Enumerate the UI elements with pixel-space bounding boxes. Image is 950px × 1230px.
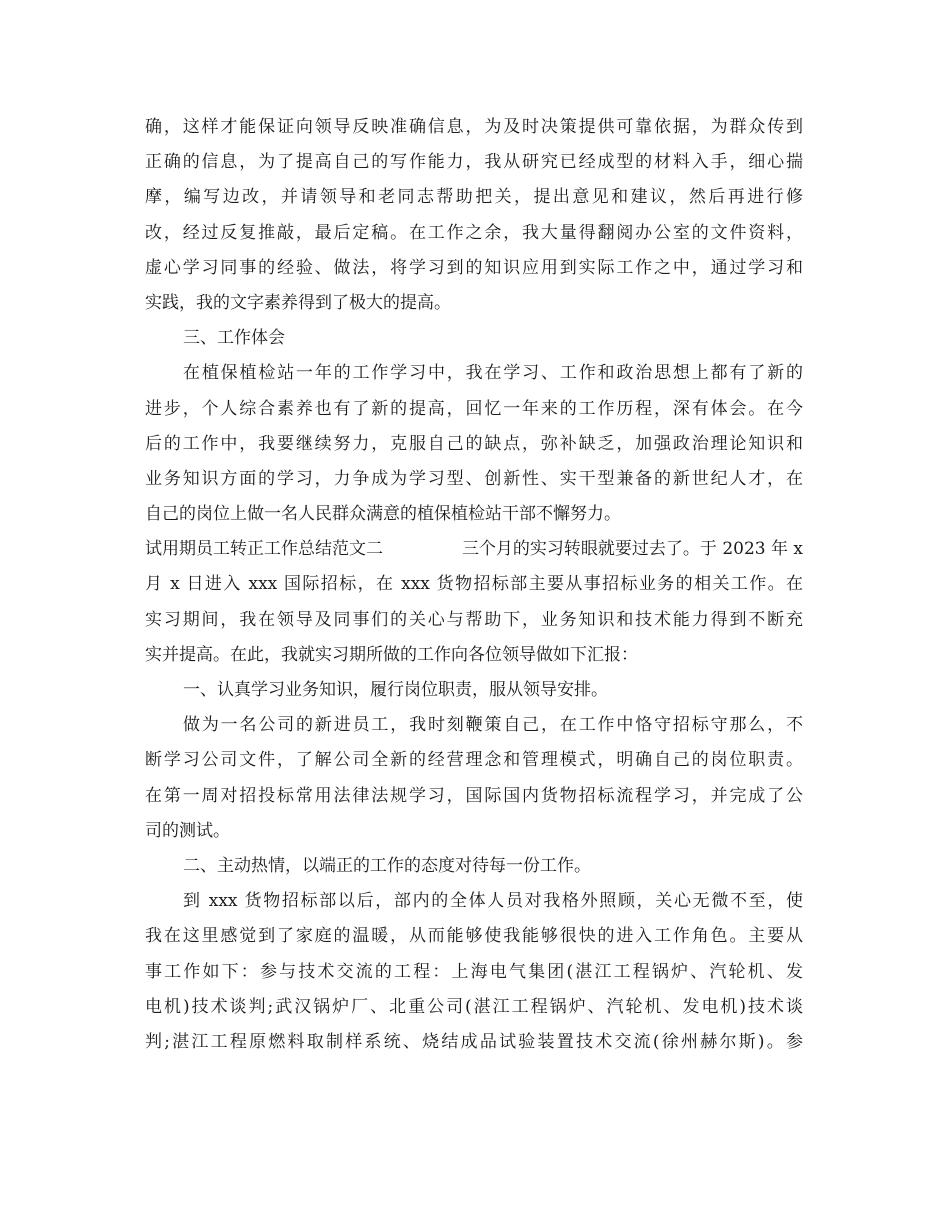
paragraph-line: 月 x 日进入 xxx 国际招标，在 xxx 货物招标部主要从事招标业务的相关工作。在 bbox=[145, 574, 803, 595]
section-heading: 一、认真学习业务知识，履行岗位职责，服从领导安排。 bbox=[183, 680, 608, 700]
paragraph-line: 后的工作中，我要继续努力，克服自己的缺点，弥补缺乏，加强政治理论知识和 bbox=[145, 433, 803, 454]
section-heading: 三、工作体会 bbox=[183, 328, 285, 349]
paragraph-line: 确，这样才能保证向领导反映准确信息，为及时决策提供可靠依据，为群众传到 bbox=[145, 117, 803, 137]
paragraph-line: 在第一周对招投标常用法律法规学习，国际国内货物招标流程学习，并完成了公 bbox=[145, 785, 803, 806]
paragraph-line: 实践，我的文字素养得到了极大的提高。 bbox=[145, 292, 451, 313]
paragraph-line: 司的测试。 bbox=[145, 820, 230, 841]
paragraph-line: 业务知识方面的学习，力争成为学习型、创新性、实干型兼备的新世纪人才，在 bbox=[145, 468, 803, 489]
paragraph-line: 摩，编写边改，并请领导和老同志帮助把关，提出意见和建议，然后再进行修 bbox=[145, 187, 803, 208]
document-title-line bbox=[145, 532, 803, 567]
section-heading: 二、主动热情，以端正的工作的态度对待每一份工作。 bbox=[183, 855, 591, 876]
paragraph-line: 进步，个人综合素养也有了新的提高，回忆一年来的工作历程，深有体会。在今 bbox=[145, 398, 803, 419]
paragraph-line: 实习期间，我在领导及同事们的关心与帮助下，业务知识和技术能力得到不断充 bbox=[145, 609, 803, 630]
paragraph-line: 到 xxx 货物招标部以后，部内的全体人员对我格外照顾，关心无微不至，使 bbox=[183, 891, 803, 912]
paragraph-line: 判;湛江工程原燃料取制样系统、烧结成品试验装置技术交流(徐州赫尔斯)。参 bbox=[145, 1031, 803, 1052]
document-body bbox=[145, 110, 803, 1060]
paragraph-line: 正确的信息，为了提高自己的写作能力，我从研究已经成型的材料入手，细心揣 bbox=[145, 152, 803, 173]
paragraph-line: 改，经过反复推敲，最后定稿。在工作之余，我大量得翻阅办公室的文件资料， bbox=[145, 222, 803, 243]
paragraph-line: 虚心学习同事的经验、做法，将学习到的知识应用到实际工作之中，通过学习和 bbox=[145, 257, 803, 278]
paragraph-line: 断学习公司文件，了解公司全新的经营理念和管理模式，明确自己的岗位职责。 bbox=[145, 750, 803, 771]
paragraph-line: 电机)技术谈判;武汉锅炉厂、北重公司(湛江工程锅炉、汽轮机、发电机)技术谈 bbox=[145, 996, 803, 1017]
paragraph-line: 事工作如下：参与技术交流的工程：上海电气集团(湛江工程锅炉、汽轮机、发 bbox=[145, 961, 803, 982]
paragraph-line: 我在这里感觉到了家庭的温暖，从而能够使我能够很快的进入工作角色。主要从 bbox=[145, 926, 803, 947]
document-title: 试用期员工转正工作总结范文二 bbox=[145, 539, 383, 560]
paragraph-line: 自己的岗位上做一名人民群众满意的植保植检站干部不懈努力。 bbox=[145, 504, 621, 525]
paragraph-line: 在植保植检站一年的工作学习中，我在学习、工作和政治思想上都有了新的 bbox=[183, 363, 803, 384]
paragraph-line: 做为一名公司的新进员工，我时刻鞭策自己，在工作中恪守招标守那么，不 bbox=[183, 715, 803, 736]
paragraph-line: 三个月的实习转眼就要过去了。于 2023 年 x bbox=[461, 539, 803, 560]
paragraph-line: 实并提高。在此，我就实习期所做的工作向各位领导做如下汇报： bbox=[145, 644, 638, 665]
